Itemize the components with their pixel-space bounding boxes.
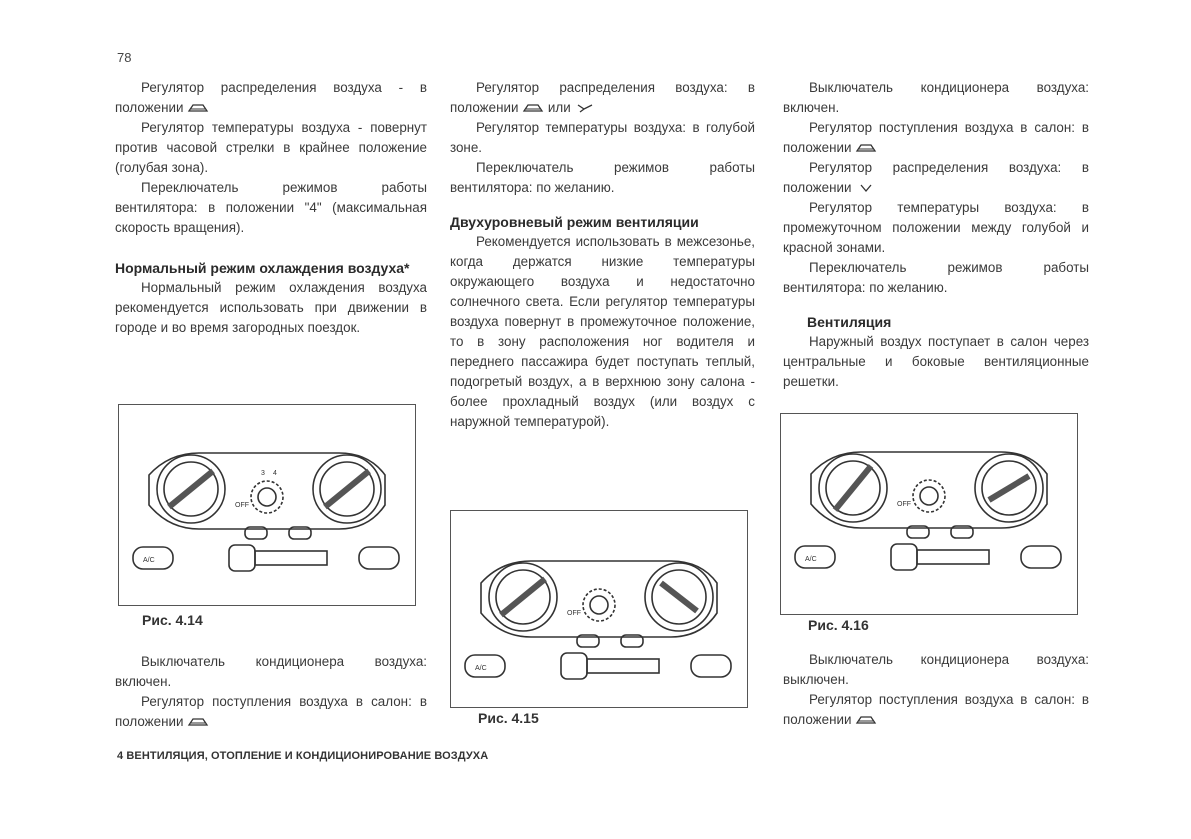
figure-caption: Рис. 4.15 <box>478 710 539 726</box>
figure-climate-panel <box>118 404 416 606</box>
car-cabin-icon <box>187 103 209 113</box>
svg-text:3: 3 <box>261 470 265 477</box>
paragraph: Нормальный режим охлаждения воздуха рекомендуется использовать при движении в городе и во время загородных поездок. <box>115 280 427 335</box>
figure-climate-panel <box>450 510 748 708</box>
car-cabin-icon <box>855 715 877 725</box>
paragraph: Регулятор распределения воздуха: в положении или <box>450 80 755 115</box>
climate-panel-drawing <box>461 553 737 693</box>
column-right <box>783 78 1089 392</box>
car-cabin-icon <box>522 103 544 113</box>
paragraph: Регулятор распределения воздуха: в положении <box>783 160 1089 195</box>
paragraph: Выключатель кондиционера воздуха: включен. <box>115 654 427 689</box>
paragraph: Регулятор поступления воздуха в салон: в положении <box>783 692 1089 727</box>
paragraph: Выключатель кондиционера воздуха: включен. <box>783 80 1089 115</box>
paragraph: Рекомендуется использовать в межсезонье, когда держатся низкие температуры окружающего воздуха и недостаточно солнечного света. Если регулятор температуры воздуха повернут в промежуточное положение, то в зону расположения ног водителя и переднего пассажира будет поступать теплый, подогретый воздух, а в верхнюю зону салона - более прохладный воздух (или воздух с наружной температурой). <box>450 234 755 429</box>
svg-text:OFF: OFF <box>897 501 911 508</box>
column-right-bottom <box>783 650 1089 730</box>
car-cabin-icon <box>187 717 209 727</box>
car-cabin-icon <box>855 143 877 153</box>
paragraph: Регулятор распределения воздуха - в положении <box>115 80 427 115</box>
climate-panel-drawing <box>129 445 405 585</box>
ac-button-label: A/C <box>475 665 487 672</box>
page-number: 78 <box>117 50 132 65</box>
svg-text:OFF: OFF <box>567 610 581 617</box>
paragraph: Регулятор поступления воздуха в салон: в положении <box>783 120 1089 155</box>
column-left-bottom <box>115 652 427 732</box>
section-heading: Вентиляция <box>807 314 892 330</box>
paragraph: Переключатель режимов работы вентилятора: в положении "4" (максимальная скорость вращения). <box>115 180 427 235</box>
paragraph: Регулятор температуры воздуха: в голубой зоне. <box>450 120 755 155</box>
page-footer: 4 ВЕНТИЛЯЦИЯ, ОТОПЛЕНИЕ И КОНДИЦИОНИРОВАНИЕ ВОЗДУХА <box>117 750 489 762</box>
bilevel-airflow-icon <box>574 103 596 113</box>
paragraph: Наружный воздух поступает в салон через центральные и боковые вентиляционные решетки. <box>783 334 1089 389</box>
face-airflow-icon <box>855 183 877 193</box>
paragraph: Регулятор температуры воздуха: в промежуточном положении между голубой и красной зонами. <box>783 200 1089 255</box>
ac-button-label: A/C <box>143 557 155 564</box>
paragraph: Выключатель кондиционера воздуха: выключен. <box>783 652 1089 687</box>
column-middle <box>450 78 755 432</box>
section-heading: Двухуровневый режим вентиляции <box>450 214 699 230</box>
ac-button-label: A/C <box>805 556 817 563</box>
column-left <box>115 78 427 338</box>
paragraph: Регулятор температуры воздуха - повернут против часовой стрелки в крайнее положение (голубая зона). <box>115 120 427 175</box>
svg-text:OFF: OFF <box>235 502 249 509</box>
climate-panel-drawing <box>791 444 1067 584</box>
paragraph: Переключатель режимов работы вентилятора: по желанию. <box>783 260 1089 295</box>
figure-caption: Рис. 4.16 <box>808 617 869 633</box>
svg-text:4: 4 <box>273 470 277 477</box>
figure-climate-panel <box>780 413 1078 615</box>
paragraph: Переключатель режимов работы вентилятора: по желанию. <box>450 160 755 195</box>
paragraph: Регулятор поступления воздуха в салон: в положении <box>115 694 427 729</box>
figure-caption: Рис. 4.14 <box>142 612 203 628</box>
section-heading: Нормальный режим охлаждения воздуха* <box>115 260 410 276</box>
